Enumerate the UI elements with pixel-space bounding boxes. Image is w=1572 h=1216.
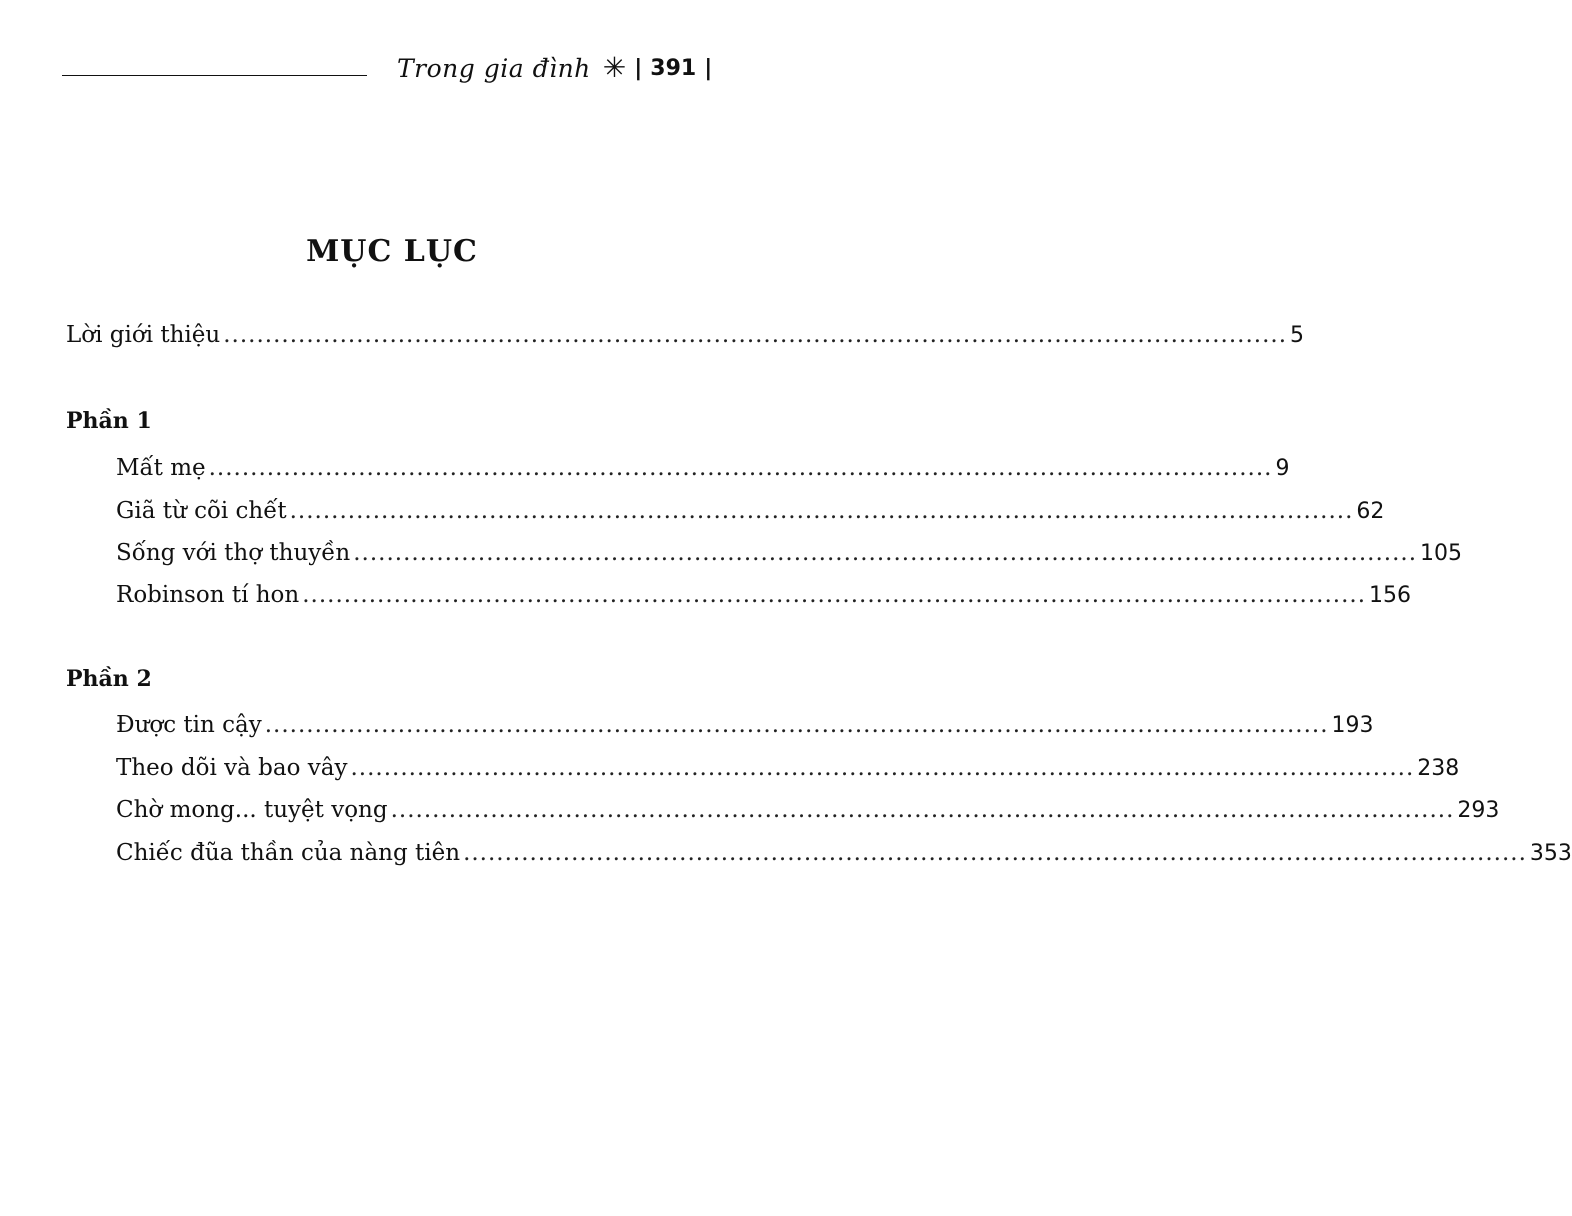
toc-entry[interactable]: [116, 582, 1412, 608]
toc-entry[interactable]: [116, 840, 1572, 866]
toc-entry[interactable]: [116, 712, 1374, 738]
toc-entry-title: Lời giới thiệu: [66, 322, 221, 348]
toc-entry-page: 5: [1290, 323, 1305, 348]
toc-entry-page: 293: [1457, 798, 1500, 823]
dot-leader: ................................................................................................................................: [208, 455, 1273, 481]
toc-entry-page: 62: [1356, 499, 1385, 524]
toc-entry-page: 353: [1529, 841, 1572, 866]
separator: |: [634, 55, 643, 81]
toc-entry-title: Chờ mong... tuyệt vọng: [116, 797, 388, 823]
toc-entry-title: Chiếc đũa thần của nàng tiên: [116, 840, 461, 866]
dot-leader: ................................................................................................................................: [463, 840, 1527, 866]
dot-leader: ................................................................................................................................: [223, 322, 1288, 348]
dot-leader: ................................................................................................................................: [264, 712, 1329, 738]
running-title: Trong gia đình: [397, 53, 591, 83]
page-number: 391: [650, 55, 697, 81]
dot-leader: ................................................................................................................................: [390, 797, 1455, 823]
toc-entry-page: 9: [1275, 456, 1290, 481]
dot-leader: ................................................................................................................................: [353, 540, 1418, 566]
toc-entry-title: Mất mẹ: [116, 455, 206, 481]
toc-heading: MỤC LỤC: [306, 234, 478, 269]
toc-entry-title: Robinson tí hon: [116, 582, 300, 608]
dot-leader: ................................................................................................................................: [350, 755, 1415, 781]
part-2-label: Phần 2: [66, 666, 152, 692]
toc-entry-page: 238: [1417, 756, 1460, 781]
toc-entry[interactable]: [116, 498, 1385, 524]
toc-entry-title: Được tin cậy: [116, 712, 262, 738]
toc-entry-title: Theo dõi và bao vây: [116, 755, 348, 781]
toc-entry[interactable]: [116, 540, 1463, 566]
toc-entry-title: Giã từ cõi chết: [116, 498, 287, 524]
part-1-label: Phần 1: [66, 408, 152, 434]
separator-end: |: [704, 55, 713, 81]
asterisk-ornament-icon: ✳: [602, 51, 627, 84]
dot-leader: ................................................................................................................................: [289, 498, 1354, 524]
toc-entry-page: 193: [1331, 713, 1374, 738]
running-header: [62, 48, 722, 88]
toc-entry-intro[interactable]: [66, 322, 1305, 348]
header-rule: [62, 75, 367, 76]
toc-entry-page: 105: [1420, 541, 1463, 566]
dot-leader: ................................................................................................................................: [302, 582, 1367, 608]
toc-entry[interactable]: [116, 755, 1460, 781]
toc-entry-page: 156: [1369, 583, 1412, 608]
toc-entry[interactable]: [116, 455, 1290, 481]
toc-entry-title: Sống với thợ thuyền: [116, 540, 351, 566]
toc-entry[interactable]: [116, 797, 1500, 823]
